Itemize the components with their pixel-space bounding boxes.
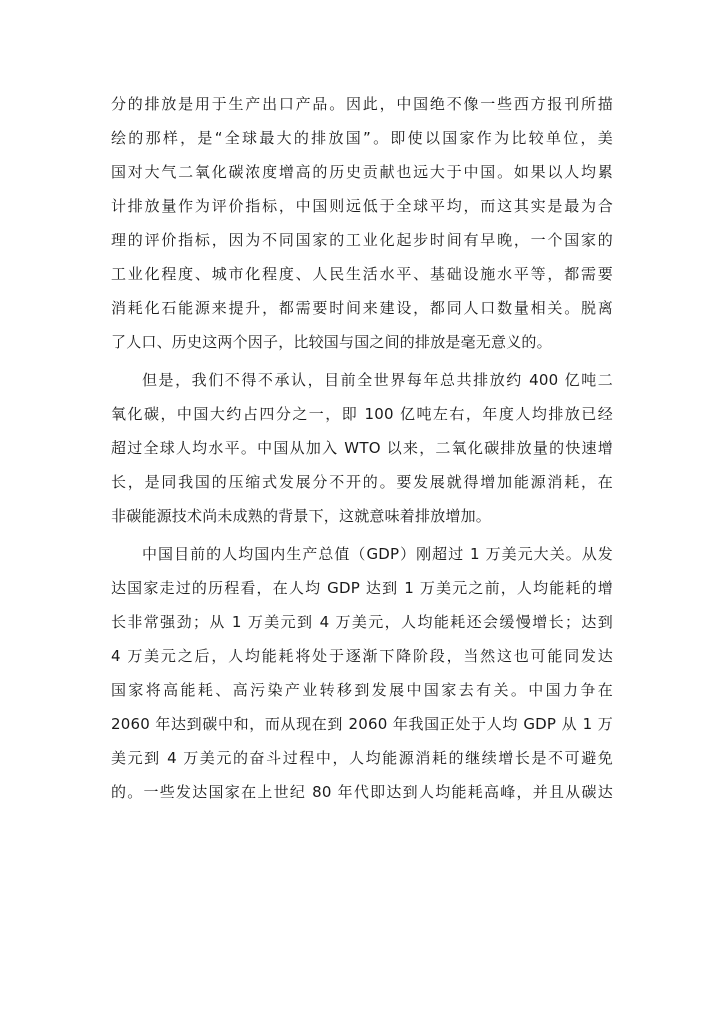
paragraph-1-line-5: 理的评价指标，因为不同国家的工业化起步时间有早晚，一个国家的 bbox=[111, 231, 613, 249]
paragraph-3-line-6: 2060 年达到碳中和，而从现在到 2060 年我国正处于人均 GDP 从 1 万 bbox=[111, 715, 613, 733]
paragraph-3-line-8: 的。一些发达国家在上世纪 80 年代即达到人均能耗高峰，并且从碳达 bbox=[111, 783, 613, 801]
paragraph-1-line-4: 计排放量作为评价指标，中国则远低于全球平均，而这其实是最为合 bbox=[111, 197, 613, 215]
paragraph-2-line-4: 长，是同我国的压缩式发展分不开的。要发展就得增加能源消耗，在 bbox=[111, 473, 613, 491]
paragraph-1-line-1: 分的排放是用于生产出口产品。因此，中国绝不像一些西方报刊所描 bbox=[111, 95, 613, 113]
paragraph-2-line-3: 超过全球人均水平。中国从加入 WTO 以来，二氧化碳排放量的快速增 bbox=[111, 439, 613, 457]
paragraph-3-line-4: 4 万美元之后，人均能耗将处于逐渐下降阶段，当然这也可能同发达 bbox=[111, 647, 613, 665]
paragraph-1-line-6: 工业化程度、城市化程度、人民生活水平、基础设施水平等，都需要 bbox=[111, 265, 613, 283]
paragraph-3-line-7: 美元到 4 万美元的奋斗过程中，人均能源消耗的继续增长是不可避免 bbox=[111, 749, 613, 767]
paragraph-2-line-1: 但是，我们不得不承认，目前全世界每年总共排放约 400 亿吨二 bbox=[142, 371, 613, 389]
paragraph-2-line-2: 氧化碳，中国大约占四分之一，即 100 亿吨左右，年度人均排放已经 bbox=[111, 405, 613, 423]
paragraph-3-line-3: 长非常强劲；从 1 万美元到 4 万美元，人均能耗还会缓慢增长；达到 bbox=[111, 613, 613, 631]
paragraph-3-line-2: 达国家走过的历程看，在人均 GDP 达到 1 万美元之前，人均能耗的增 bbox=[111, 579, 613, 597]
paragraph-1-line-7: 消耗化石能源来提升，都需要时间来建设，都同人口数量相关。脱离 bbox=[111, 299, 613, 317]
paragraph-1-line-8: 了人口、历史这两个因子，比较国与国之间的排放是毫无意义的。 bbox=[111, 333, 552, 351]
paragraph-1-line-3: 国对大气二氧化碳浓度增高的历史贡献也远大于中国。如果以人均累 bbox=[111, 163, 613, 181]
paragraph-1-line-2: 绘的那样，是“全球最大的排放国”。即使以国家作为比较单位，美 bbox=[111, 129, 613, 147]
paragraph-3-line-1: 中国目前的人均国内生产总值（GDP）刚超过 1 万美元大关。从发 bbox=[142, 545, 613, 563]
paragraph-2-line-5: 非碳能源技术尚未成熟的背景下，这就意味着排放增加。 bbox=[111, 507, 492, 525]
paragraph-3-line-5: 国家将高能耗、高污染产业转移到发展中国家去有关。中国力争在 bbox=[111, 681, 613, 699]
